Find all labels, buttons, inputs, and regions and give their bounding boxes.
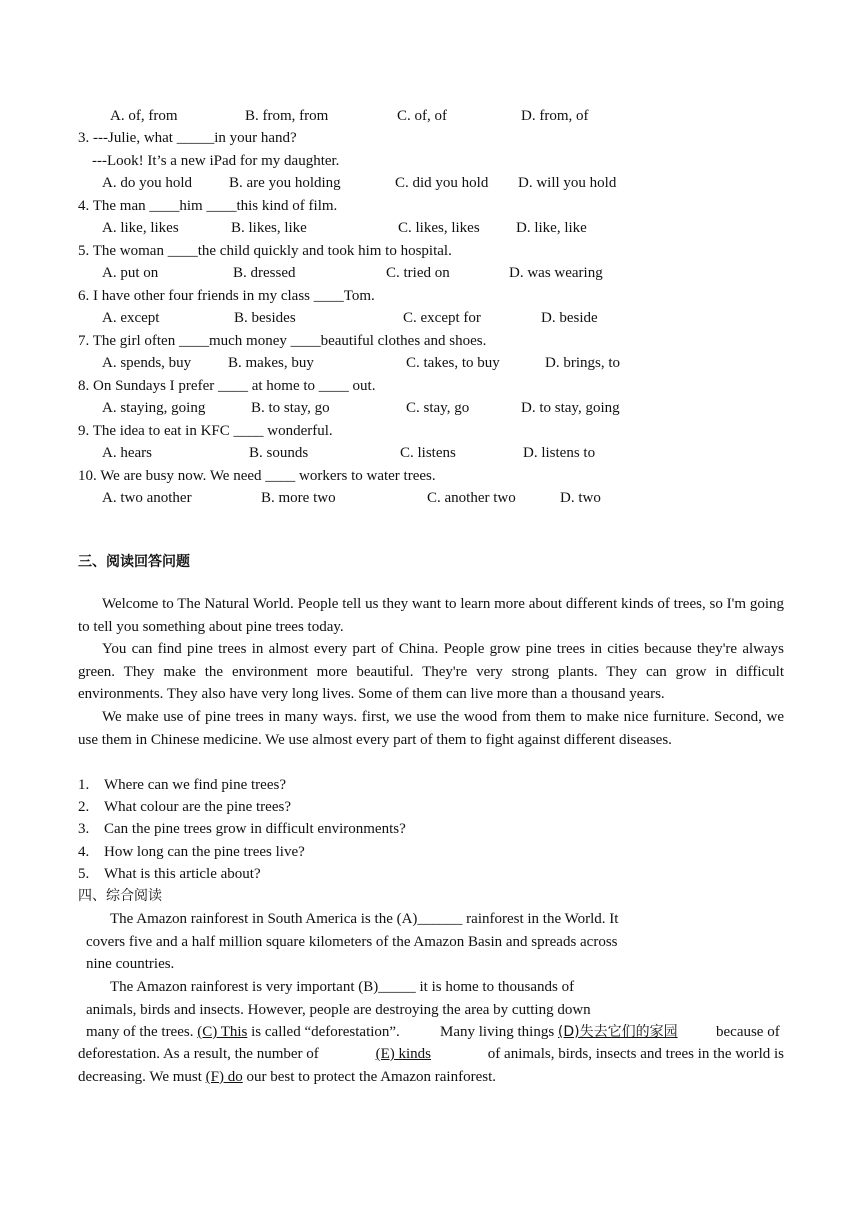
list-item-number: 3. [78, 821, 90, 837]
q2-option-c: C. of, of [397, 108, 447, 124]
question-stem: 4. The man ____him ____this kind of film. [78, 198, 338, 214]
list-item-number: 2. [78, 799, 90, 815]
text-run: many of the trees. [86, 1024, 194, 1040]
list-item [78, 818, 406, 840]
option-a: A. staying, going [102, 400, 206, 416]
option-d: D. brings, to [545, 355, 620, 371]
list-item [78, 841, 305, 863]
underlined-c: (C) This [197, 1024, 248, 1040]
option-c: C. takes, to buy [406, 355, 500, 371]
option-b: B. are you holding [229, 175, 341, 191]
section-4-paragraph-1: The Amazon rainforest in South America is the (A)______ rainforest in the World. It covers five and a half million square kilometers of the Amazon Basin and spreads across nine countries. [86, 911, 619, 972]
section-4-line [86, 1021, 400, 1043]
option-d: D. to stay, going [521, 400, 620, 416]
list-item-text: What colour are the pine trees? [104, 799, 291, 815]
text-run: deforestation. As a result, the number of [78, 1046, 319, 1062]
list-item [78, 863, 261, 885]
section-4-paragraph-2: The Amazon rainforest is very important (B)_____ it is home to thousands of animals, birds and insects. However, people are destroying the area by cutting down [86, 979, 591, 1018]
section-4-line [78, 1066, 496, 1088]
option-c: C. stay, go [406, 400, 470, 416]
option-d: D. like, like [516, 220, 587, 236]
question-stem: 6. I have other four friends in my class ____Tom. [78, 288, 375, 304]
option-a: A. do you hold [102, 175, 192, 191]
underlined-e: (E) kinds [375, 1046, 431, 1062]
option-a: A. spends, buy [102, 355, 192, 371]
option-a: A. put on [102, 265, 159, 281]
question-stem: 5. The woman ____the child quickly and took him to hospital. [78, 243, 452, 259]
option-b: B. more two [261, 490, 336, 506]
text-run: because of [716, 1024, 780, 1040]
question-stem: 7. The girl often ____much money ____beautiful clothes and shoes. [78, 333, 487, 349]
list-item-number: 4. [78, 844, 90, 860]
section-3-paragraph-2: You can find pine trees in almost every part of China. People grow pine trees in cities because they're always green. They make the environment more beautiful. They're very strong plants. They can grow in difficult environments. They also have very long lives. Some of them can live more than a thousand years. [78, 641, 784, 702]
q2-option-d: D. from, of [521, 108, 589, 124]
list-item-number: 5. [78, 866, 90, 882]
option-a: A. two another [102, 490, 192, 506]
text-run: is called “deforestation”. [251, 1024, 400, 1040]
option-b: B. likes, like [231, 220, 307, 236]
text-run: decreasing. We must [78, 1069, 202, 1085]
option-b: B. makes, buy [228, 355, 314, 371]
option-a: A. hears [102, 445, 152, 461]
section-4-line-continued [440, 1021, 678, 1043]
text-run: our best to protect the Amazon rainforest. [246, 1069, 497, 1085]
q2-option-a: A. of, from [110, 108, 178, 124]
option-b: B. dressed [233, 265, 296, 281]
list-item [78, 774, 286, 796]
section-4-title: 四、综合阅读 [78, 888, 162, 904]
question-stem-dialog: ---Look! It’s a new iPad for my daughter. [92, 153, 340, 169]
underlined-d: (D)失去它们的家园 [557, 1024, 678, 1040]
list-item-number: 1. [78, 777, 90, 793]
question-stem: 10. We are busy now. We need ____ workers to water trees. [78, 468, 436, 484]
option-c: C. except for [403, 310, 481, 326]
list-item-text: Can the pine trees grow in difficult environments? [104, 821, 406, 837]
question-stem: 9. The idea to eat in KFC ____ wonderful. [78, 423, 333, 439]
option-b: B. to stay, go [251, 400, 330, 416]
question-stem: 8. On Sundays I prefer ____ at home to ____ out. [78, 378, 376, 394]
option-d: D. beside [541, 310, 598, 326]
text-run: of animals, birds, insects and trees in the world is [487, 1046, 784, 1062]
option-d: D. will you hold [518, 175, 617, 191]
option-d: D. was wearing [509, 265, 603, 281]
section-3-paragraph-1: Welcome to The Natural World. People tell us they want to learn more about different kinds of trees, so I'm going to tell you something about pine trees today. [78, 596, 784, 635]
option-a: A. like, likes [102, 220, 179, 236]
option-b: B. sounds [249, 445, 309, 461]
section-4-line [78, 1043, 784, 1065]
option-c: C. another two [427, 490, 516, 506]
list-item-text: What is this article about? [104, 866, 261, 882]
section-3-paragraph-3: We make use of pine trees in many ways. first, we use the wood from them to make nice furniture. Second, we use them in Chinese medicine. We use almost every part of them to fight against different diseases. [78, 709, 784, 748]
underlined-f: (F) do [205, 1069, 243, 1085]
section-3-title: 三、阅读回答问题 [78, 554, 190, 570]
option-d: D. two [560, 490, 601, 506]
option-a: A. except [102, 310, 160, 326]
question-stem: 3. ---Julie, what _____in your hand? [78, 130, 297, 146]
list-item [78, 796, 291, 818]
option-c: C. did you hold [395, 175, 489, 191]
q2-option-b: B. from, from [245, 108, 329, 124]
list-item-text: How long can the pine trees live? [104, 844, 305, 860]
option-c: C. tried on [386, 265, 450, 281]
list-item-text: Where can we find pine trees? [104, 777, 286, 793]
option-b: B. besides [234, 310, 296, 326]
section-4-line-end [716, 1021, 780, 1043]
option-c: C. listens [400, 445, 456, 461]
text-run: Many living things [440, 1024, 555, 1040]
option-d: D. listens to [523, 445, 596, 461]
option-c: C. likes, likes [398, 220, 480, 236]
